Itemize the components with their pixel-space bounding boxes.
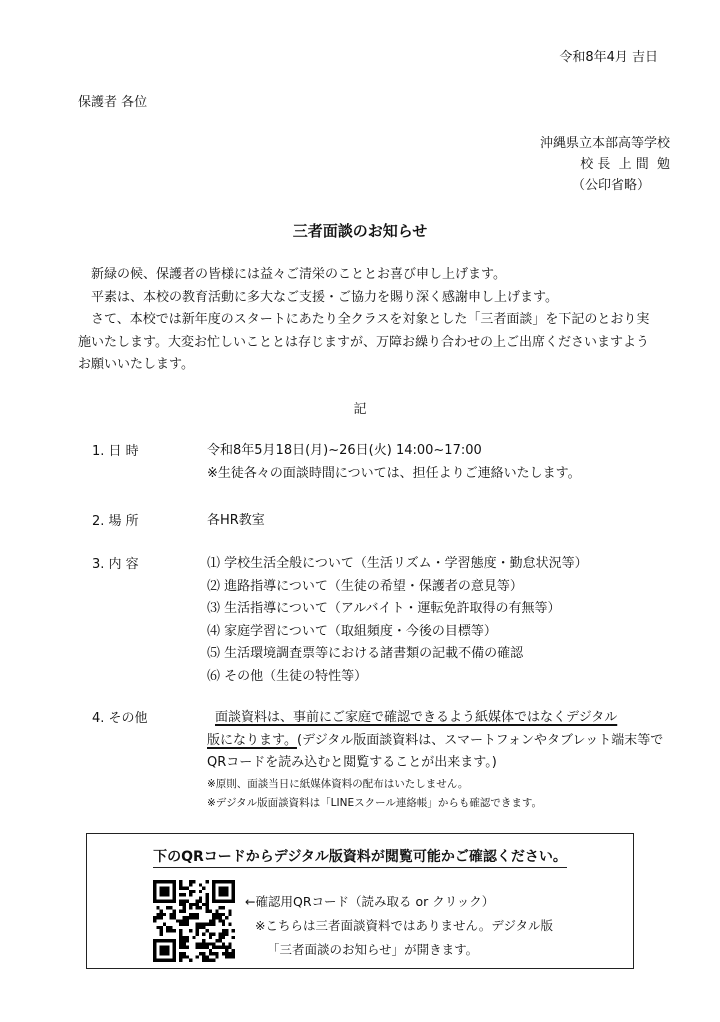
qr-line-2: ※こちらは三者面談資料ではありません。デジタル版 (255, 918, 553, 933)
item-place-value: 各HR教室 (207, 513, 265, 528)
content-item: ⑸ 生活環境調査票等における諸書類の記載不備の確認 (207, 646, 524, 661)
other-line-2b: (デジタル版面談資料は、スマートフォンやタブレット端末等で (296, 732, 664, 748)
other-line-1: 面談資料は、事前にご家庭で確認できるよう紙媒体ではなくデジタル (215, 710, 618, 725)
qr-heading: 下のQRコードからデジタル版資料が閲覧可能かご確認ください。 (87, 846, 633, 866)
item-other-label: 4. その他 (92, 711, 148, 726)
other-note-2: ※デジタル版面談資料は「LINEスクール連絡帳」からも確認できます。 (207, 797, 543, 809)
qr-line-3: 「三者面談のお知らせ」が開きます。 (267, 942, 479, 957)
qr-instructions (245, 890, 553, 962)
item-content-label: 3. 内 容 (92, 557, 139, 572)
item-date-value: 令和8年5月18日(月)~26日(火) 14:00~17:00 (207, 443, 482, 458)
announcement-paragraph: さて、本校では新年度のスタートにあたり全クラスを対象とした「三者面談」を下記のとおり実施いたします。大変お忙しいこととは存じますが、万障お繰り合わせの上ご出席くださいますようお願いいたします。 (78, 312, 650, 372)
content-item: ⑴ 学校生活全般について（生活リズム・学習態度・勤怠状況等） (207, 556, 588, 571)
ki-heading: 記 (353, 402, 367, 417)
item-other-notes (207, 775, 542, 813)
school-name: 沖縄県立本部高等学校 (539, 136, 670, 151)
item-date-note: ※生徒各々の面談時間については、担任よりご連絡いたします。 (207, 466, 581, 481)
other-line-2a: 版になります。 (207, 732, 297, 748)
item-place-label: 2. 場 所 (92, 514, 139, 529)
item-other-text (207, 707, 663, 775)
greeting-paragraph: 新緑の候、保護者の皆様には益々ご清栄のこととお喜び申し上げます。 (91, 267, 506, 282)
issuer-block (540, 133, 670, 196)
seal-note: （公印省略） (571, 178, 650, 193)
qr-code-icon[interactable] (153, 880, 235, 962)
content-item: ⑶ 生活指導について（アルバイト・運転免許取得の有無等） (207, 601, 561, 616)
body-text (78, 264, 656, 377)
item-content-list (207, 553, 588, 688)
thanks-paragraph: 平素は、本校の教育活動に多大なご支援・ご協力を賜り深く感謝申し上げます。 (91, 289, 558, 305)
qr-line-1: ←確認用QRコード（読み取る or クリック） (245, 894, 495, 909)
content-item: ⑹ その他（生徒の特性等） (207, 668, 368, 684)
principal-name: 校 長 上 間 勉 (580, 157, 670, 172)
content-item: ⑷ 家庭学習について（取組頻度・今後の目標等） (207, 623, 497, 639)
other-note-1: ※原則、面談当日に紙媒体資料の配布はいたしません。 (207, 778, 469, 790)
document-date: 令和8年4月 吉日 (559, 50, 658, 65)
document-title: 三者面談のお知らせ (292, 222, 428, 240)
other-line-3: QRコードを読み込むと閲覧することが出来ます。) (207, 755, 497, 770)
qr-section (86, 833, 634, 969)
item-date-label: 1. 日 時 (92, 444, 139, 459)
content-item: ⑵ 進路指導について（生徒の希望・保護者の意見等） (207, 578, 523, 594)
recipient: 保護者 各位 (78, 95, 148, 110)
